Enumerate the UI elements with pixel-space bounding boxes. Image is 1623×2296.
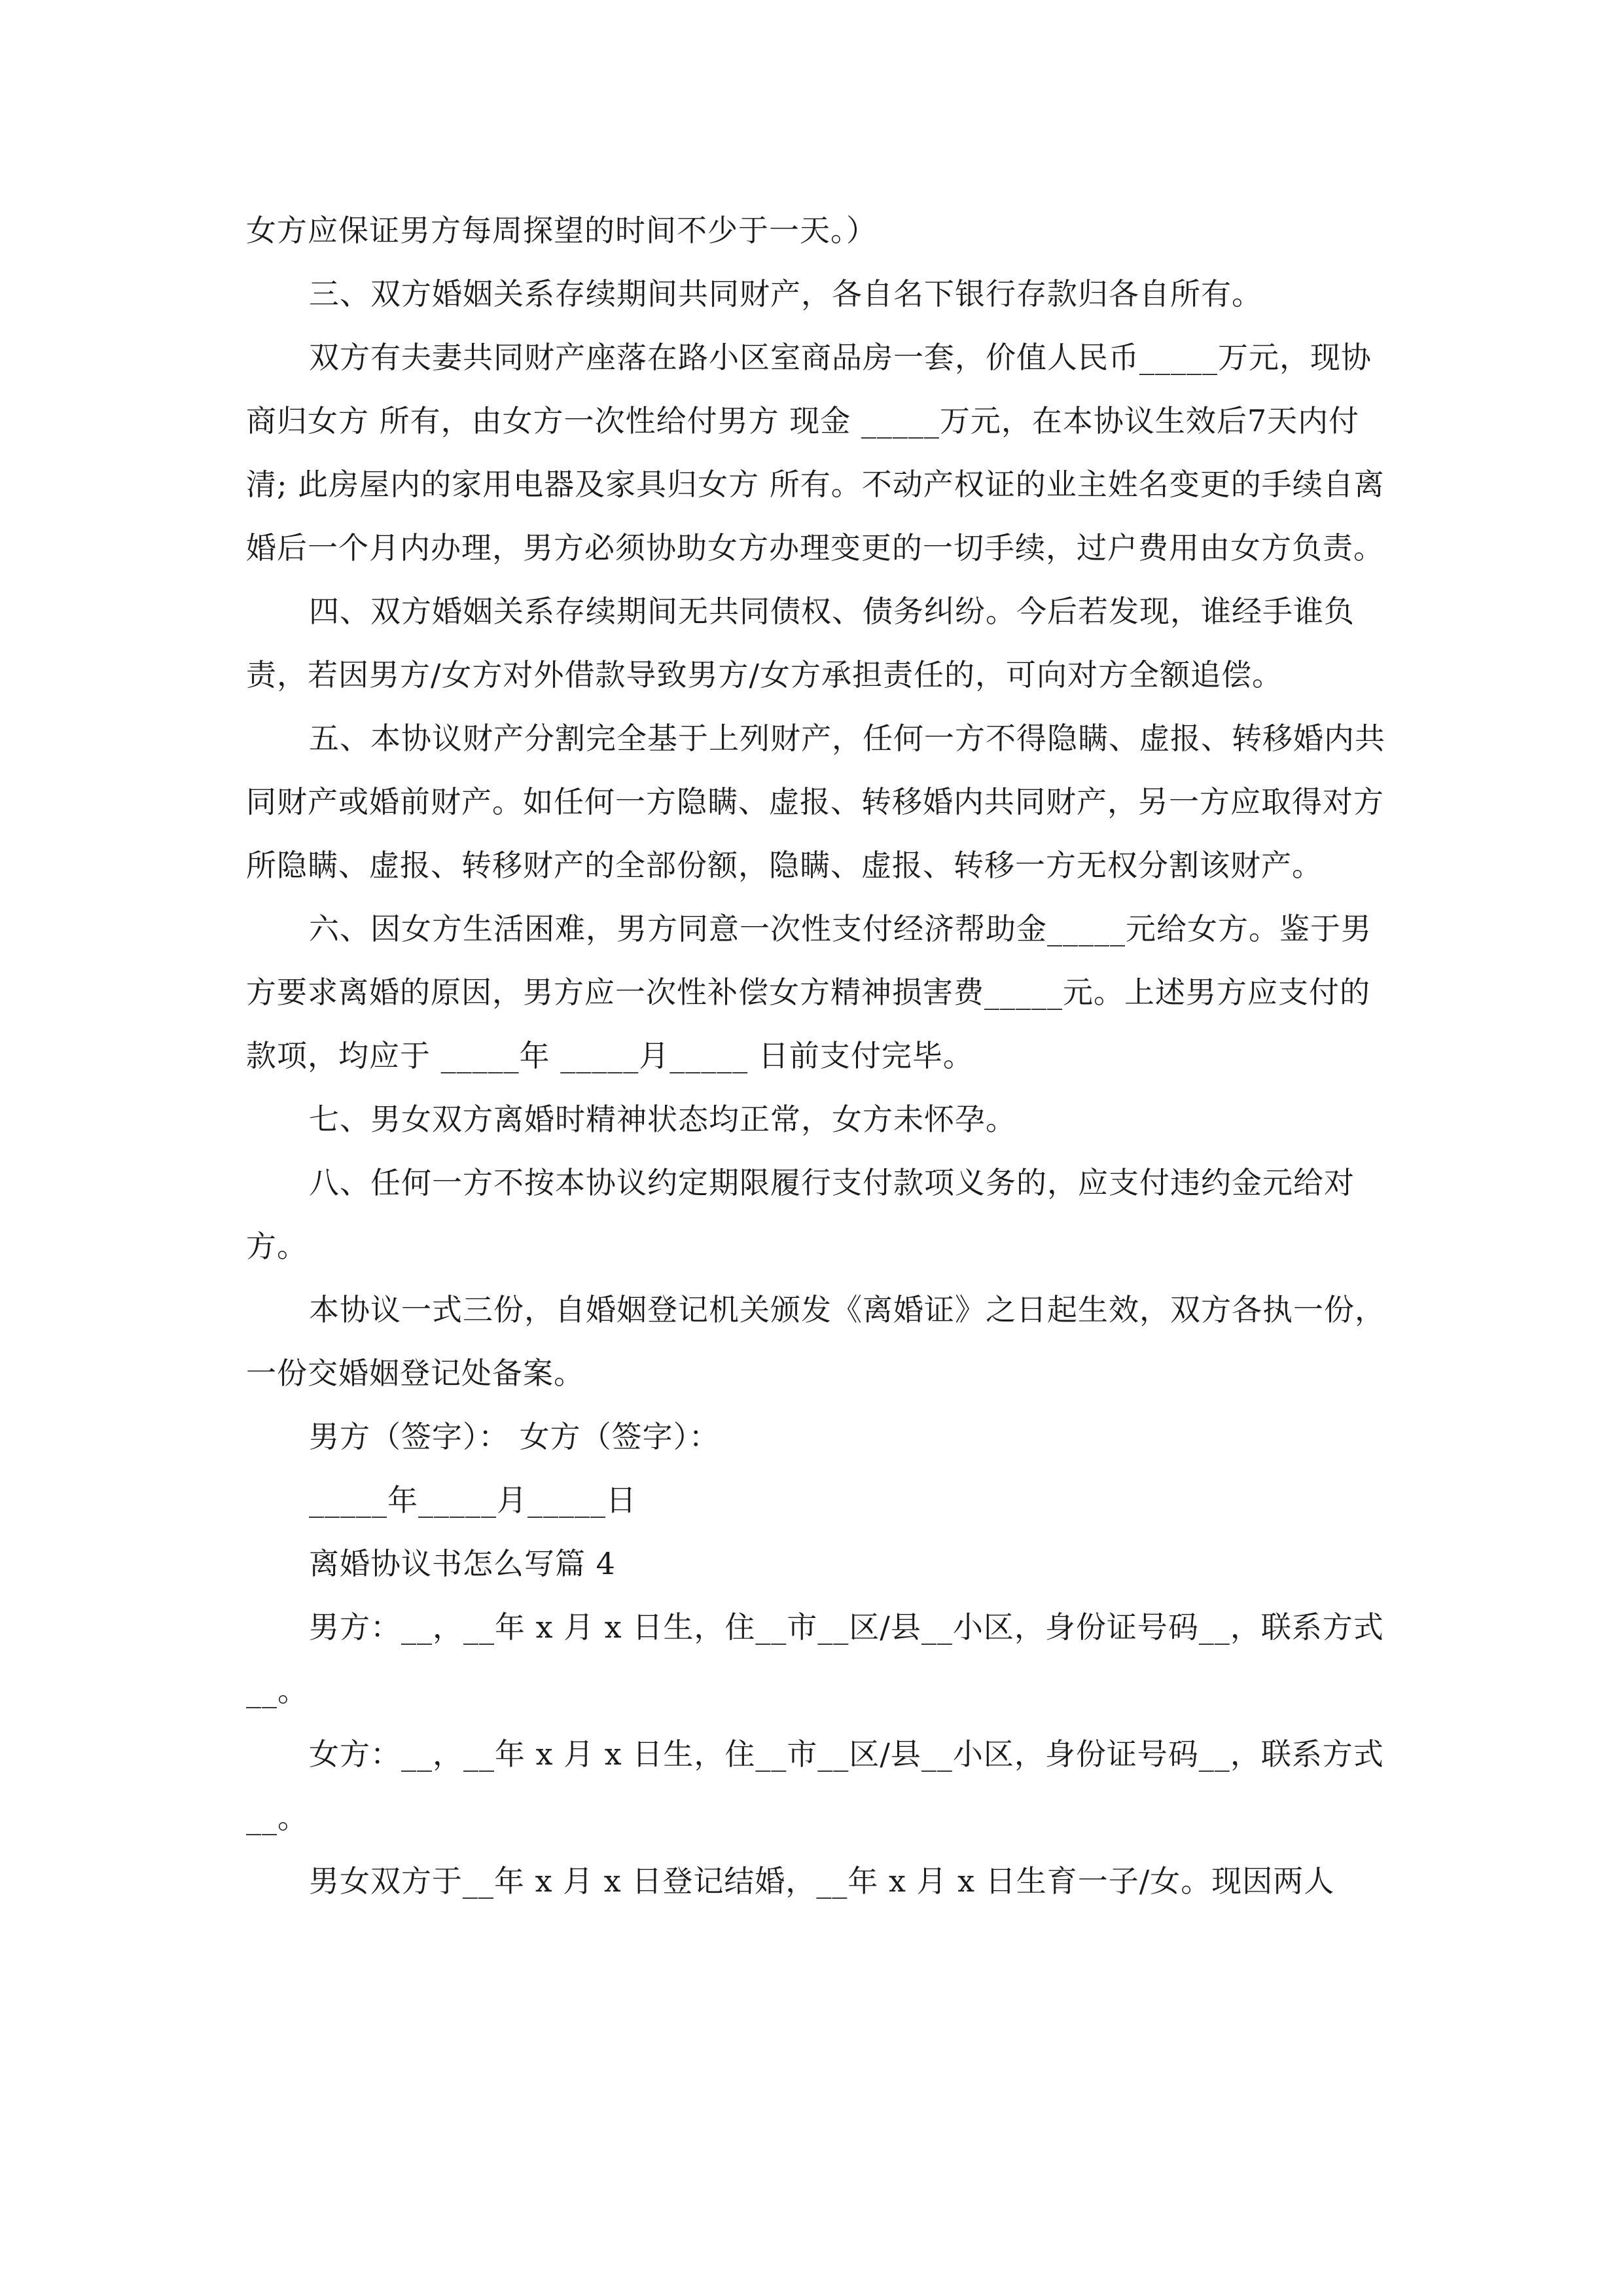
paragraph-property: 双方有夫妻共同财产座落在路小区室商品房一套，价值人民币_____万元，现协商归女方 所有，由女方一次性给付男方 现金 _____万元，在本协议生效后7天内付清; 此房屋内的家用电器及家具归女方 所有。不动产权证的业主姓名变更的手续自离婚后一个月内办理，男方必须协助女方办理变更的一切手续，过户费用由女方负责。: [246, 340, 1385, 565]
signature-line: 男方（签字）： 女方（签字）：: [309, 1419, 720, 1454]
date-line: _____年_____月_____日: [309, 1482, 637, 1518]
paragraph-continuation: 女方应保证男方每周探望的时间不少于一天。）: [246, 213, 877, 248]
paragraph-clause-8: 八、任何一方不按本协议约定期限履行支付款项义务的，应支付违约金元给对方。: [246, 1165, 1355, 1264]
paragraph-male-party: 男方：__，__年 x 月 x 日生，住__市__区/县__小区，身份证号码__，联系方式__。: [246, 1609, 1384, 1708]
section-heading: 离婚协议书怎么写篇 4: [309, 1546, 616, 1581]
paragraph-effectiveness: 本协议一式三份，自婚姻登记机关颁发《离婚证》之日起生效，双方各执一份，一份交婚姻登记处备案。: [246, 1292, 1385, 1391]
paragraph-clause-3: 三、双方婚姻关系存续期间共同财产，各自名下银行存款归各自所有。: [309, 276, 1262, 312]
paragraph-clause-6: 六、因女方生活困难，男方同意一次性支付经济帮助金_____元给女方。鉴于男方要求离婚的原因，男方应一次性补偿女方精神损害费_____元。上述男方应支付的款项，均应于 _____年 _____月_____ 日前支付完毕。: [246, 911, 1372, 1073]
paragraph-clause-7: 七、男女双方离婚时精神状态均正常，女方未怀孕。: [309, 1102, 1016, 1137]
paragraph-clause-5: 五、本协议财产分割完全基于上列财产，任何一方不得隐瞒、虚报、转移婚内共同财产或婚前财产。如任何一方隐瞒、虚报、转移婚内共同财产，另一方应取得对方所隐瞒、虚报、转移财产的全部份额，隐瞒、虚报、转移一方无权分割该财产。: [246, 721, 1385, 883]
paragraph-marriage-info: 男女双方于__年 x 月 x 日登记结婚，__年 x 月 x 日生育一子/女。现因两人: [309, 1863, 1335, 1899]
document-body: [246, 199, 1398, 1913]
paragraph-female-party: 女方：__，__年 x 月 x 日生，住__市__区/县__小区，身份证号码__，联系方式__。: [246, 1736, 1384, 1835]
paragraph-clause-4: 四、双方婚姻关系存续期间无共同债权、债务纠纷。今后若发现，谁经手谁负责，若因男方/女方对外借款导致男方/女方承担责任的，可向对方全额追偿。: [246, 594, 1355, 692]
